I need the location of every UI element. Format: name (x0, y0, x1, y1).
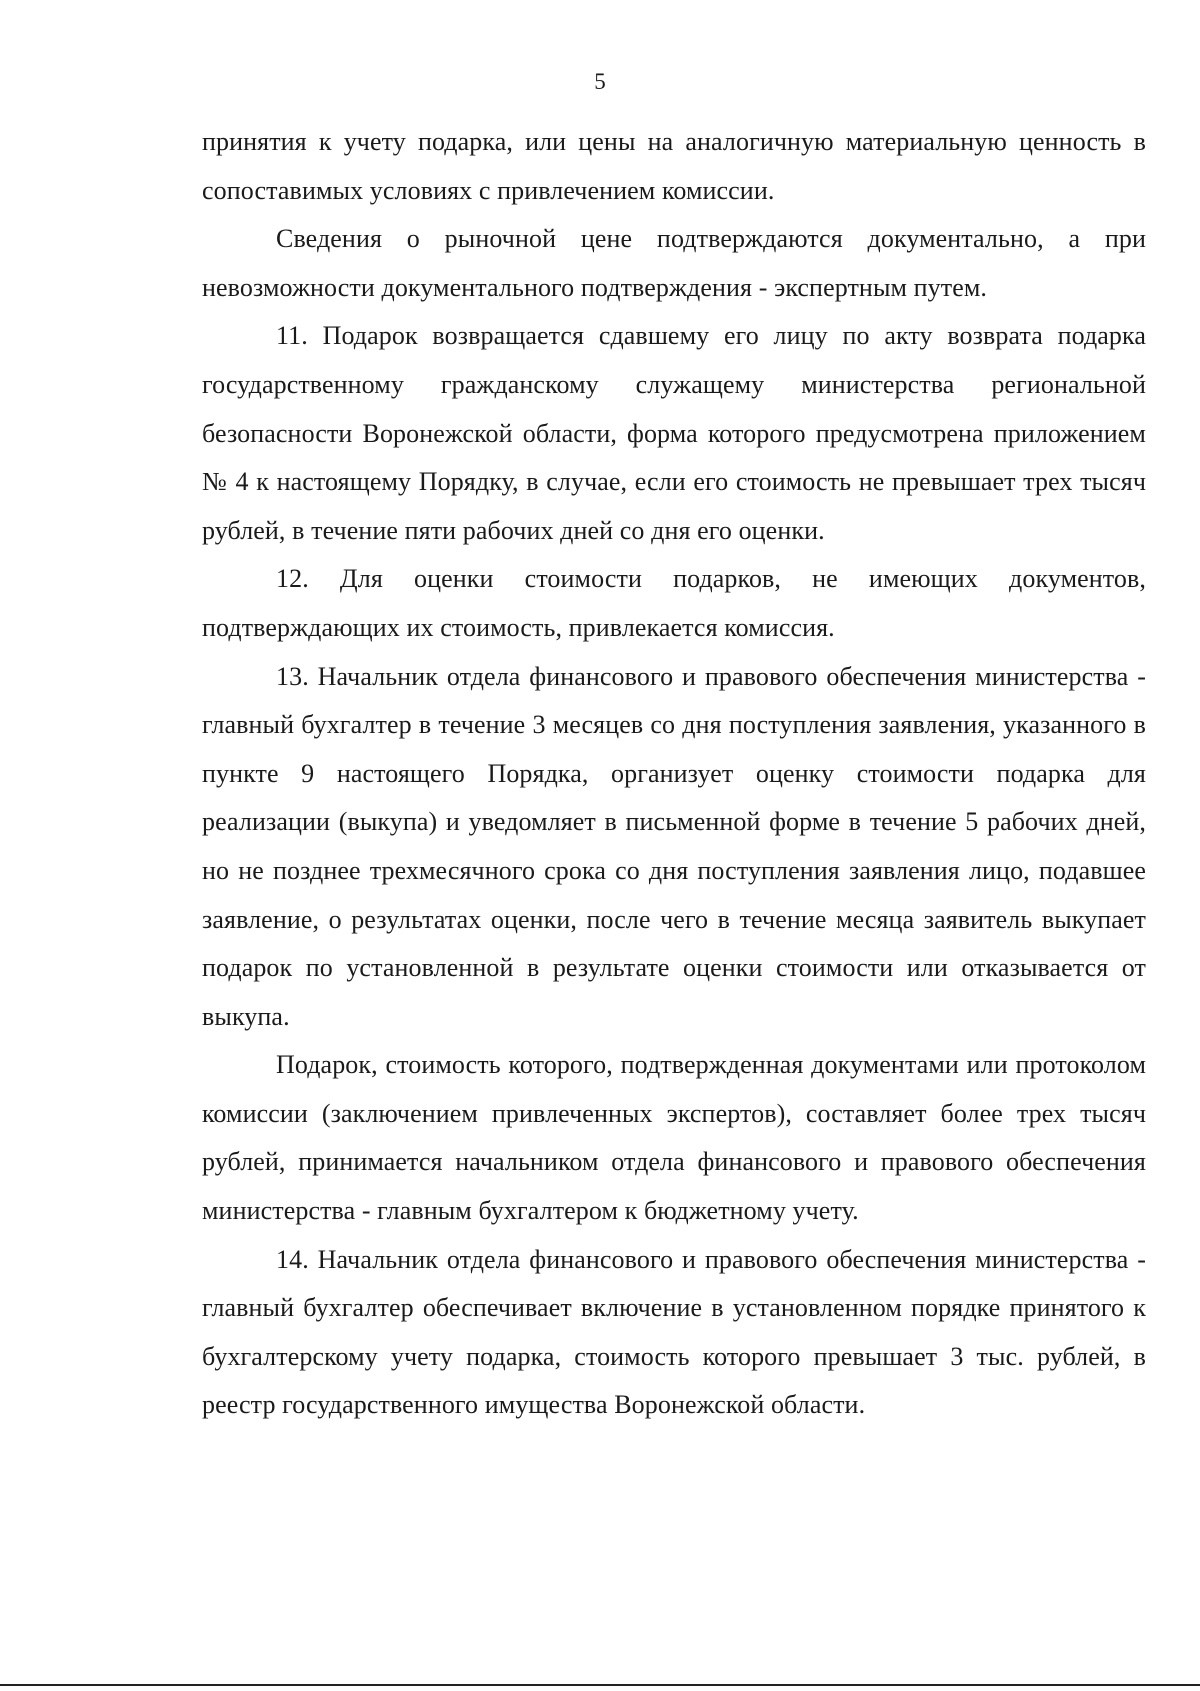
paragraph-gift-value: Подарок, стоимость которого, подтвержденная документами или протоколом комиссии (заключением привлеченных экспертов), составляет более трех тысяч рублей, принимается начальником отдела финансового и правового обеспечения министерства - главным бухгалтером к бюджетному учету. (202, 1050, 1146, 1226)
paragraph-item-13: 13. Начальник отдела финансового и правового обеспечения министерства - главный бухгалтер в течение 3 месяцев со дня поступления заявления, указанного в пункте 9 настоящего Порядка, организует оценку стоимости подарка для реализации (выкупа) и уведомляет в письменной форме в течение 5 рабочих дней, но не позднее трехмесячного срока со дня поступления заявления лицо, подавшее заявление, о результатах оценки, после чего в течение месяца заявитель выкупает подарок по установленной в результате оценки стоимости или отказывается от выкупа. (202, 661, 1146, 1031)
document-body (202, 118, 1146, 1430)
paragraph-item-11: 11. Подарок возвращается сдавшему его лицу по акту возврата подарка государственному гражданскому служащему министерства региональной безопасности Воронежской области, форма которого предусмотрена приложением № 4 к настоящему Порядку, в случае, если его стоимость не превышает трех тысяч рублей, в течение пяти рабочих дней со дня его оценки. (202, 321, 1146, 545)
page-number: 5 (594, 69, 606, 94)
paragraph-market-price: Сведения о рыночной цене подтверждаются документально, а при невозможности документального подтверждения - экспертным путем. (202, 224, 1146, 302)
page-bottom-edge (0, 1684, 1200, 1686)
paragraph-continuation: принятия к учету подарка, или цены на аналогичную материальную ценность в сопоставимых условиях с привлечением комиссии. (202, 127, 1146, 205)
paragraph-item-12: 12. Для оценки стоимости подарков, не имеющих документов, подтверждающих их стоимость, привлекается комиссия. (202, 564, 1146, 642)
paragraph-item-14: 14. Начальник отдела финансового и правового обеспечения министерства - главный бухгалтер обеспечивает включение в установленном порядке принятого к бухгалтерскому учету подарка, стоимость которого превышает 3 тыс. рублей, в реестр государственного имущества Воронежской области. (202, 1244, 1146, 1420)
